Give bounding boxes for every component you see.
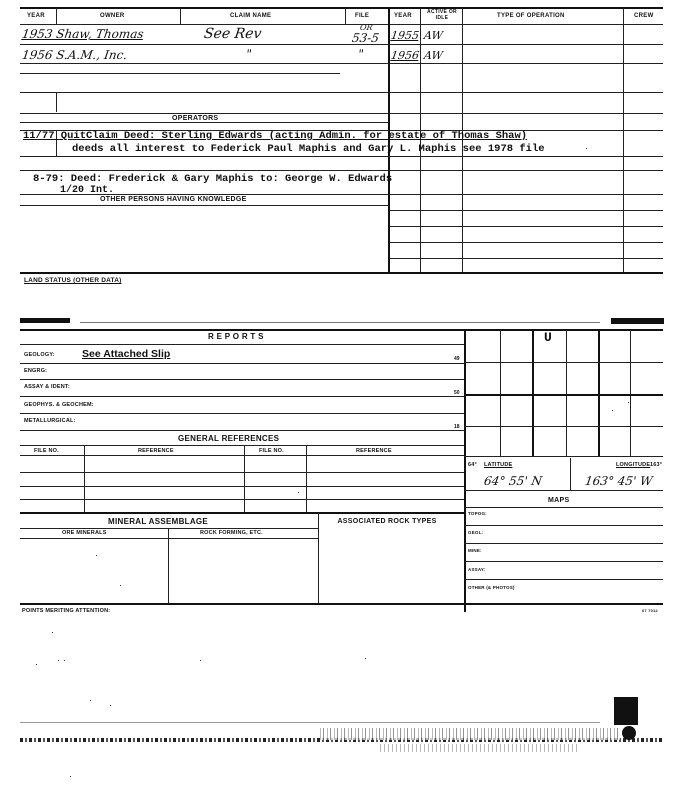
reports-title: R E P O R T S (208, 332, 264, 341)
grid-mark: U (544, 330, 552, 345)
row-2-claim: " (245, 47, 253, 61)
maps-other-label: OTHER (& PHOTOS) (468, 585, 515, 590)
maps-geol-label: GEOL: (468, 530, 484, 535)
geology-value: See Attached Slip (82, 348, 171, 360)
scan-smudge (611, 318, 664, 324)
land-status-label: LAND STATUS (OTHER DATA) (24, 277, 122, 284)
maps-topog-label: TOPOG: (468, 511, 487, 516)
associated-rock-types-label: ASSOCIATED ROCK TYPES (337, 518, 437, 525)
operators-line-3: 8-79: Deed: Frederick & Gary Maphis to: George W. Edwards (33, 173, 393, 185)
header-active-or-idle: ACTIVE OR IDLE (427, 9, 457, 21)
general-references-title: GENERAL REFERENCES (178, 434, 280, 443)
maps-assay-label: ASSAY: (468, 567, 486, 572)
assay-label: ASSAY & IDENT: (24, 384, 70, 390)
header-year-2: YEAR (394, 13, 412, 19)
header-year: YEAR (27, 13, 45, 19)
other-persons-title: OTHER PERSONS HAVING KNOWLEDGE (100, 196, 247, 203)
row-1-file-note: OR (359, 23, 374, 32)
longitude-value: 163° 45' W (584, 474, 654, 488)
header-claim-name: CLAIM NAME (230, 13, 272, 19)
report-num-50: 50 (454, 390, 460, 396)
header-type-of-operation: TYPE OF OPERATION (497, 13, 565, 19)
rock-forming-label: ROCK FORMING, ETC. (200, 530, 263, 536)
longitude-label: LONGITUDE (616, 462, 651, 468)
engrg-label: ENGRG: (24, 368, 48, 374)
ore-minerals-label: ORE MINERALS (62, 530, 107, 536)
ref-reference-2: REFERENCE (356, 448, 392, 454)
operators-line-4: 1/20 Int. (60, 185, 115, 196)
geology-label: GEOLOGY: (24, 352, 55, 358)
row-1-file: 53-5 (351, 31, 380, 45)
row-2-year-owner: 1956 S.A.M., Inc. (21, 48, 129, 62)
report-num-49: 49 (454, 356, 460, 362)
row-2-active: AW (423, 49, 444, 62)
longitude-suffix: 163° (650, 462, 663, 468)
form-code: 67 7012 (642, 608, 658, 613)
geophys-label: GEOPHYS. & GEOCHEM: (24, 402, 94, 408)
header-crew: CREW (634, 13, 654, 19)
row-1-claim: See Rev (202, 26, 263, 42)
latitude-label: LATITUDE (484, 462, 513, 468)
points-meriting-attention-label: POINTS MERITING ATTENTION: (22, 608, 111, 614)
operators-title: OPERATORS (172, 115, 219, 122)
report-num-18: 18 (454, 424, 460, 430)
latitude-value: 64° 55' N (483, 474, 543, 488)
scan-smudge (20, 318, 70, 323)
maps-label: MAPS (548, 497, 570, 504)
header-owner: OWNER (100, 13, 125, 19)
metallurgical-label: METALLURGICAL: (24, 418, 76, 424)
mineral-assemblage-title: MINERAL ASSEMBLAGE (108, 517, 209, 526)
row-2-file: " (357, 47, 365, 61)
ref-file-no-2: FILE NO. (259, 448, 284, 454)
row-2-year: 1956 (390, 49, 420, 62)
operators-line-1: 11/77 QuitClaim Deed: Sterling Edwards (acting Admin. for estate of Thomas Shaw) (23, 130, 528, 142)
operators-line-2: deeds all interest to Federick Paul Maphis and Gary L. Maphis see 1978 file (72, 143, 545, 155)
row-1-active: AW (423, 29, 444, 42)
latitude-prefix: 64° (468, 462, 477, 468)
header-file: FILE (355, 13, 370, 19)
row-1-year: 1955 (390, 29, 420, 42)
row-1-year-owner: 1953 Shaw, Thomas (21, 27, 145, 41)
ref-file-no-1: FILE NO. (34, 448, 59, 454)
ref-reference-1: REFERENCE (138, 448, 174, 454)
maps-mine-label: MINE: (468, 548, 482, 553)
